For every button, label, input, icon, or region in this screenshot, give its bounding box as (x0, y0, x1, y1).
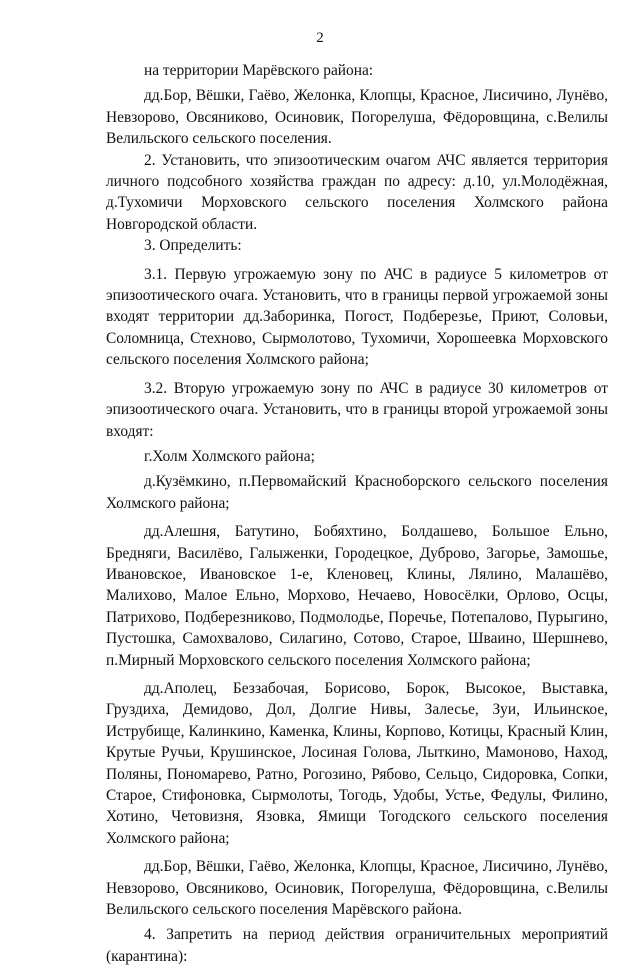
paragraph-velilskoe: дд.Бор, Вёшки, Гаёво, Желонка, Клопцы, Красное, Лисичино, Лунёво, Невзорово, Овсяниково, Осиновик, Погорелуша, Фёдоровщина, с.Велилы Велильского сельского поселения Марёвского района. (106, 858, 608, 919)
paragraph-territory-intro: на территории Марёвского района: (144, 62, 374, 79)
paragraph-krasnoborskoe: д.Кузёмкино, п.Первомайский Красноборского сельского поселения Холмского района; (106, 473, 608, 512)
paragraph-item-2: 2. Установить, что эпизоотическим очагом АЧС является территория личного подсобного хозяйства граждан по адресу: д.10, ул.Молодёжная, д.Тухомичи Морховского сельского поселения Холмского района Новгородской области. (106, 151, 608, 233)
paragraph-holm: г.Холм Холмского района; (144, 447, 315, 465)
document-body (106, 60, 608, 967)
paragraph-togodskoe: дд.Аполец, Беззабочая, Борисово, Борок, Высокое, Выставка, Груздиха, Демидово, Дол, Долгие Нивы, Залесье, Зуи, Ильинское, Иструбище, Калинкино, Каменка, Клины, Корпово, Котицы, Красный Клин, Крутые Ручьи, Крушинское, Лосиная Голова, Лыткино, Мамоново, Наход, Поляны, Пономарево, Ратно, Рогозино, Рябово, Сельцо, Сидоровка, Сопки, Старое, Стифоновка, Сырмолоты, Тогодь, Удобы, Устье, Федулы, Филино, Хотино, Четовизня, Язовка, Ямищи Тогодского сельского поселения Холмского района; (106, 679, 608, 847)
paragraph-marevsky-villages: дд.Бор, Вёшки, Гаёво, Желонка, Клопцы, Красное, Лисичино, Лунёво, Невзорово, Овсяниково, Осиновик, Погорелуша, Фёдоровщина, с.Велилы Велильского сельского поселения. (106, 87, 608, 148)
paragraph-item-4: 4. Запретить на период действия ограничительных мероприятий (карантина): (106, 926, 608, 965)
paragraph-item-3-2: 3.2. Вторую угрожаемую зону по АЧС в радиусе 30 километров от эпизоотического очага. Установить, что в границы второй угрожаемой зоны входят: (106, 379, 608, 440)
page-number: 2 (316, 30, 324, 46)
paragraph-item-3: 3. Определить: (144, 237, 242, 255)
paragraph-morhovskoe: дд.Алешня, Батутино, Бобяхтино, Болдашево, Большое Ельно, Бредняги, Василёво, Галыженки, Городецкое, Дуброво, Загорье, Замошье, Ивановское, Ивановское 1-е, Кленовец, Клины, Лялино, Малашёво, Малихово, Малое Ельно, Морхово, Нечаево, Новосёлки, Орлово, Осцы, Патрихово, Подберезниково, Подмолодье, Поречье, Потепалово, Пурыгино, Пустошка, Самохвалово, Силагино, Сотово, Старое, Шваино, Шершнево, п.Мирный Морховского сельского поселения Холмского района; (106, 523, 608, 669)
paragraph-item-3-1: 3.1. Первую угрожаемую зону по АЧС в радиусе 5 километров от эпизоотического очага. Установить, что в границы первой угрожаемой зоны входят территории дд.Заборинка, Погост, Подберезье, Приют, Соловьи, Соломница, Стехново, Сырмолотово, Тухомичи, Хорошеевка Морховского сельского поселения Холмского района; (106, 265, 608, 369)
